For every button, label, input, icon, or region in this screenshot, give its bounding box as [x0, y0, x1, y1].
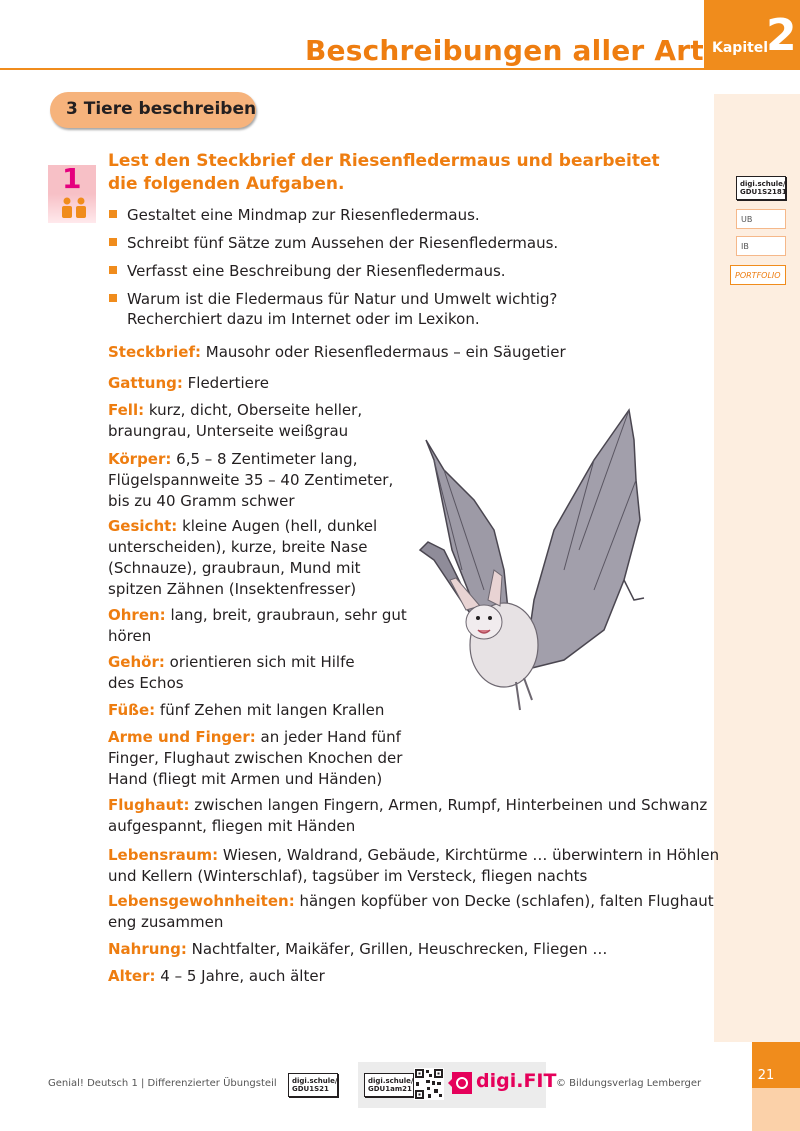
profile-label: Gehör: — [108, 653, 165, 671]
profile-entry — [108, 400, 362, 442]
profile-label: Ohren: — [108, 606, 166, 624]
profile-label: Gattung: — [108, 374, 183, 392]
profile-entry — [108, 795, 707, 837]
ub-tag[interactable]: UB — [736, 209, 786, 229]
profile-text: hängen kopfüber von Decke (schlafen), falten Flughaut — [299, 892, 714, 910]
digifit-logo-icon — [448, 1072, 472, 1094]
digi-code-line: GDU1am21 — [368, 1085, 412, 1093]
digi-code-box[interactable] — [736, 176, 786, 200]
profile-text: Flügelspannweite 35 – 40 Zentimeter, — [108, 471, 394, 489]
chapter-number: 2 — [766, 10, 797, 61]
profile-label: Lebensraum: — [108, 846, 219, 864]
task-item-text: Recherchiert dazu im Internet oder im Lexikon. — [127, 310, 480, 328]
digi-code-line: digi.schule/ — [368, 1077, 414, 1085]
task-heading — [108, 150, 668, 196]
profile-text: fünf Zehen mit langen Krallen — [159, 701, 385, 719]
digi-code-line: digi.schule/ — [740, 180, 786, 188]
task-item-text: Gestaltet eine Mindmap zur Riesenfledermaus. — [127, 206, 480, 224]
profile-text: unterscheiden), kurze, breite Nase — [108, 538, 368, 556]
page-title: Beschreibungen aller Art — [305, 34, 704, 67]
profile-text: zwischen langen Fingern, Armen, Rumpf, Hinterbeinen und Schwanz — [194, 796, 708, 814]
task-heading-line: die folgenden Aufgaben. — [108, 174, 345, 194]
profile-text: Hand (fliegt mit Armen und Händen) — [108, 770, 383, 788]
task-heading-line: Lest den Steckbrief der Riesenfledermaus und bearbeitet — [108, 151, 660, 171]
profile-text: hören — [108, 627, 152, 645]
header-rule — [0, 68, 704, 70]
pair-work-icon — [60, 197, 88, 219]
profile-label: Arme und Finger: — [108, 728, 256, 746]
profile-label: Körper: — [108, 450, 172, 468]
profile-text: orientieren sich mit Hilfe — [169, 653, 355, 671]
footer-book-title: Genial! Deutsch 1 | Differenzierter Übungsteil — [48, 1078, 277, 1089]
profile-entry — [108, 652, 355, 694]
profile-entry — [108, 891, 714, 933]
profile-text: und Kellern (Winterschlaf), tagsüber im Versteck, fliegen nachts — [108, 867, 588, 885]
ib-tag[interactable]: IB — [736, 236, 786, 256]
footer-digi-code[interactable] — [288, 1073, 338, 1097]
task-item-text: Schreibt fünf Sätze zum Aussehen der Riesenfledermaus. — [127, 234, 559, 252]
profile-text: 4 – 5 Jahre, auch älter — [160, 967, 325, 985]
profile-label: Steckbrief: — [108, 343, 201, 361]
digifit-brand — [476, 1070, 556, 1092]
profile-text: Wiesen, Waldrand, Gebäude, Kirchtürme … überwintern in Höhlen — [222, 846, 720, 864]
profile-entry — [108, 449, 393, 512]
task-item — [108, 205, 698, 225]
profile-text: Finger, Flughaut zwischen Knochen der — [108, 749, 403, 767]
profile-text: braungrau, Unterseite weißgrau — [108, 422, 349, 440]
square-bullet-icon — [109, 210, 117, 218]
chapter-label: Kapitel — [712, 40, 769, 56]
square-bullet-icon — [109, 266, 117, 274]
task-item — [108, 261, 698, 281]
profile-text: Mausohr oder Riesenfledermaus – ein Säugetier — [205, 343, 566, 361]
task-item — [108, 233, 698, 253]
digifit-suffix: FIT — [523, 1070, 557, 1092]
profile-label: Flughaut: — [108, 796, 190, 814]
profile-entry — [108, 700, 384, 721]
profile-text: des Echos — [108, 674, 184, 692]
digifit-prefix: digi. — [476, 1070, 524, 1092]
page-number: 21 — [757, 1068, 775, 1083]
footer-digi-code[interactable] — [364, 1073, 414, 1097]
profile-text: kleine Augen (hell, dunkel — [182, 517, 378, 535]
digi-code-line: GDU1S21 — [292, 1085, 329, 1093]
profile-text: aufgespannt, fliegen mit Händen — [108, 817, 356, 835]
task-list — [108, 205, 698, 337]
task-number: 1 — [62, 162, 82, 195]
profile-entry — [108, 845, 719, 887]
profile-label: Lebensgewohnheiten: — [108, 892, 295, 910]
task-item-text: Verfasst eine Beschreibung der Riesenfledermaus. — [127, 262, 506, 280]
digi-code-line: GDU1S2181 — [740, 188, 787, 196]
profile-entry — [108, 605, 407, 647]
square-bullet-icon — [109, 238, 117, 246]
bat-illustration — [404, 400, 654, 718]
profile-text: 6,5 – 8 Zentimeter lang, — [176, 450, 358, 468]
square-bullet-icon — [109, 294, 117, 302]
profile-entry — [108, 727, 402, 790]
task-item — [108, 289, 698, 329]
profile-text: Nachtfalter, Maikäfer, Grillen, Heuschrecken, Fliegen … — [191, 940, 608, 958]
profile-label: Nahrung: — [108, 940, 187, 958]
portfolio-tag[interactable]: PORTFOLIO — [730, 265, 786, 285]
profile-text: eng zusammen — [108, 913, 224, 931]
section-title: 3 Tiere beschreiben — [66, 99, 257, 119]
profile-text: lang, breit, graubraun, sehr gut — [170, 606, 407, 624]
profile-entry — [108, 373, 269, 394]
profile-label: Gesicht: — [108, 517, 178, 535]
profile-label: Alter: — [108, 967, 156, 985]
qr-code-icon[interactable] — [414, 1068, 444, 1100]
profile-text: an jeder Hand fünf — [260, 728, 401, 746]
profile-entry — [108, 966, 325, 987]
profile-entry — [108, 342, 566, 363]
profile-text: spitzen Zähnen (Insektenfresser) — [108, 580, 357, 598]
digi-code-line: digi.schule/ — [292, 1077, 338, 1085]
profile-label: Füße: — [108, 701, 156, 719]
profile-text: bis zu 40 Gramm schwer — [108, 492, 295, 510]
task-item-text: Warum ist die Fledermaus für Natur und Umwelt wichtig? — [127, 290, 558, 308]
profile-entry — [108, 516, 377, 600]
profile-text: kurz, dicht, Oberseite heller, — [148, 401, 363, 419]
footer-publisher: © Bildungsverlag Lemberger — [556, 1078, 702, 1089]
profile-text: Fledertiere — [187, 374, 269, 392]
profile-text: (Schnauze), graubraun, Mund mit — [108, 559, 361, 577]
profile-label: Fell: — [108, 401, 145, 419]
profile-entry — [108, 939, 607, 960]
